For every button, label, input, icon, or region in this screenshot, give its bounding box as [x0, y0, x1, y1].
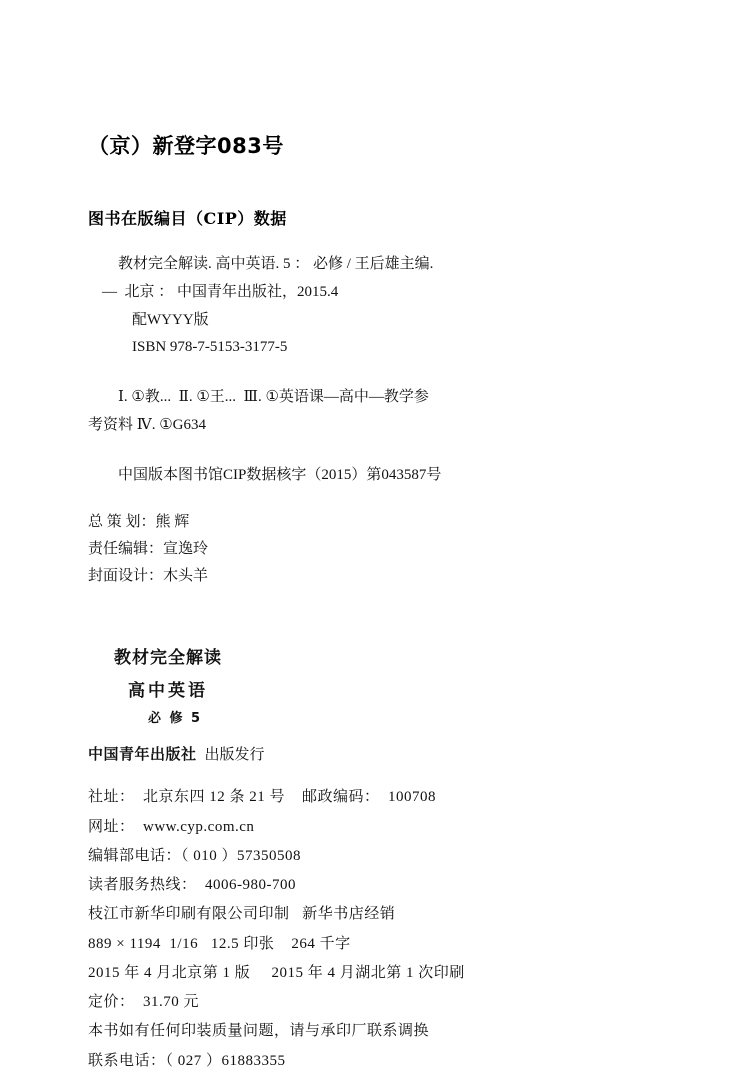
imprint-edition: 2015 年 4 月北京第 1 版 2015 年 4 月湖北第 1 次印刷	[88, 964, 465, 981]
spacer	[88, 362, 668, 384]
publisher-line	[88, 742, 668, 767]
credit-planner: 总 策 划：熊 辉	[88, 514, 190, 531]
cip-line-4: ISBN 978-7-5153-3177-5	[132, 339, 288, 356]
spacer	[88, 440, 668, 462]
imprint-contact-phone: 联系电话：（ 027 ）61883355	[88, 1052, 286, 1069]
credits-block	[88, 509, 668, 589]
publisher-suffix: 出版发行	[204, 747, 265, 764]
registration-number: （京）新登字083号	[88, 134, 284, 158]
book-title-block	[88, 643, 668, 726]
credit-editor: 责任编辑：宣逸玲	[88, 540, 209, 557]
book-title: 教材完全解读	[114, 648, 222, 669]
book-volume: 必 修 5	[148, 711, 203, 727]
book-subject: 高中英语	[128, 681, 208, 702]
imprint-quality-notice: 本书如有任何印装质量问题，请与承印厂联系调换	[88, 1023, 430, 1040]
imprint-block	[88, 783, 668, 1076]
imprint-editorial-phone: 编辑部电话：（ 010 ）57350508	[88, 847, 302, 864]
cip-line-1: 教材完全解读. 高中英语. 5 ： 必修 / 王后雄主编.	[118, 256, 434, 272]
credit-cover-designer: 封面设计：木头羊	[88, 567, 209, 584]
imprint-website: 网址： www.cyp.com.cn	[88, 818, 255, 835]
imprint-format: 889 × 1194 1/16 12.5 印张 264 千字	[88, 935, 351, 952]
imprint-address: 社址： 北京东四 12 条 21 号 邮政编码： 100708	[88, 789, 437, 806]
classification-line-2: 考资料 Ⅳ. ①G634	[88, 416, 207, 433]
cip-line-2: — 北京 ： 中国青年出版社，2015.4	[102, 283, 339, 300]
page-content	[88, 130, 668, 1076]
imprint-service-hotline: 读者服务热线： 4006-980-700	[88, 877, 296, 894]
classification-line-1: Ⅰ. ①教... Ⅱ. ①王... Ⅲ. ①英语课—高中—教学参	[118, 389, 429, 405]
imprint-price: 定价： 31.70 元	[88, 994, 200, 1011]
imprint-printer: 枝江市新华印刷有限公司印制 新华书店经销	[88, 906, 396, 923]
cip-record	[88, 251, 668, 489]
publisher-name: 中国青年出版社	[88, 745, 197, 764]
cip-heading: 图书在版编目（CIP）数据	[88, 209, 287, 228]
cip-line-3: 配WYYY版	[132, 311, 209, 328]
cip-number: 中国版本图书馆CIP数据核字（2015）第043587号	[118, 466, 442, 483]
